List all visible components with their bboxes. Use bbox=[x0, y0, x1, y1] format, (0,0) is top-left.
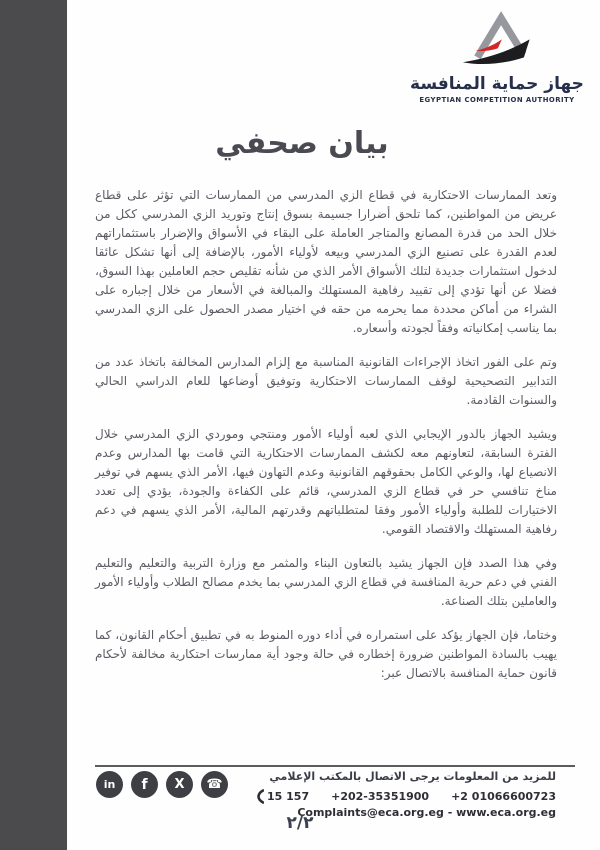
page-number: ٢/٢ bbox=[286, 813, 314, 833]
eca-triangle-logo-icon bbox=[456, 10, 538, 72]
paragraph-5: وختاما، فإن الجهاز يؤكد على استمراره في أداء دوره المنوط به في تطبيق أحكام القانون، كما يهيب بالسادة المواطنين ضرورة إخطاره في حالة وجود أية ممارسات احتكارية مخالفة لأحكام قانون حماية المنافسة بالاتصال عبر: bbox=[95, 628, 557, 680]
phone-icon bbox=[255, 789, 264, 804]
hotline-item bbox=[255, 789, 309, 804]
whatsapp-icon[interactable]: ☎ bbox=[201, 771, 228, 798]
org-name-english: EGYPTIAN COMPETITION AUTHORITY bbox=[419, 96, 575, 104]
email-and-website[interactable]: Complaints@eca.org.eg - www.eca.org.eg bbox=[297, 806, 556, 819]
facebook-icon[interactable]: f bbox=[131, 771, 158, 798]
hotline-number: 15 157 bbox=[267, 790, 310, 803]
mobile-number: +2 01066600723 bbox=[451, 790, 556, 803]
left-background-band bbox=[0, 0, 67, 850]
paragraph-2: وتم على الفور اتخاذ الإجراءات القانونية المناسبة مع إلزام المدارس المخالفة باتخاذ عدد من التدابير التصحيحية لوقف الممارسات الاحتكارية وتوفيق أوضاعها للعام الدراسي الحالي والسنوات القادمة. bbox=[95, 355, 557, 407]
press-release-body bbox=[95, 186, 557, 698]
paragraph-1: وتعد الممارسات الاحتكارية في قطاع الزي المدرسي من الممارسات التي تؤثر على قطاع عريض من المواطنين، كما تلحق أضرارا جسيمة بسوق إنتاج وتوريد الزي المدرسي ككل من خلال الحد من قدرة المصانع والمتاجر العاملة على البقاء في الأسواق والإضرار باستثماراتهم لعدم القدرة على تصنيع الزي المدرسي وبيعه لأولياء الأمور، بالإضافة إلى أنها تشكل عائقا لدخول استثمارات جديدة لتلك الأسواق الأمر الذي من شأنه تقليص حجم العاملين بهذا السوق، فضلا عن أنها تؤدي إلى تقييد رفاهية المستهلك والمبالغة في الأسعار من خلال إجباره على الشراء من أماكن محددة مما يحرمه من حقه في اختيار مصدر الحصول على الزي المدرسي بما يناسب إمكانياته وفقاً لجودته وأسعاره. bbox=[95, 188, 557, 335]
org-name-arabic: جهاز حماية المنافسة bbox=[410, 74, 584, 94]
footer-contact-note: للمزيد من المعلومات يرجى الاتصال بالمكتب الإعلامي bbox=[269, 770, 556, 783]
eca-logo bbox=[408, 10, 586, 104]
linkedin-icon[interactable]: in bbox=[96, 771, 123, 798]
paragraph-4: وفي هذا الصدد فإن الجهاز يشيد بالتعاون البناء والمثمر مع وزارة التربية والتعليم والتعليم الفني في دعم حرية المنافسة في قطاع الزي المدرسي بما يخدم مصالح الطلاب وأولياء الأمور والعاملين بتلك الصناعة. bbox=[95, 556, 557, 608]
phone-numbers-row bbox=[255, 789, 556, 804]
landline-number: +202-35351900 bbox=[331, 790, 430, 803]
x-twitter-icon[interactable]: X bbox=[166, 771, 193, 798]
page-title: بيان صحفي bbox=[215, 126, 389, 161]
social-icons-row bbox=[96, 771, 228, 798]
footer-divider bbox=[95, 765, 575, 767]
paragraph-3: ويشيد الجهاز بالدور الإيجابي الذي لعبه أولياء الأمور ومنتجي وموردي الزي المدرسي خلال الفترة السابقة، لتعاونهم معه لكشف الممارسات الاحتكارية التي قامت بها المدارس وعدم الانصياع لها، والوعي الكامل بحقوقهم القانونية وعدم التهاون فيها، الأمر الذي يسهم في توفير مناخ تنافسي حر في قطاع الزي المدرسي، قائم على الكفاءة والجودة، يؤدي إلى تعدد الاختيارات للطلبة وأولياء الأمور وفقا لمتطلباتهم وقدرتهم المالية، الأمر الذي يسهم في دعم رفاهية المستهلك والاقتصاد القومي. bbox=[95, 427, 557, 536]
